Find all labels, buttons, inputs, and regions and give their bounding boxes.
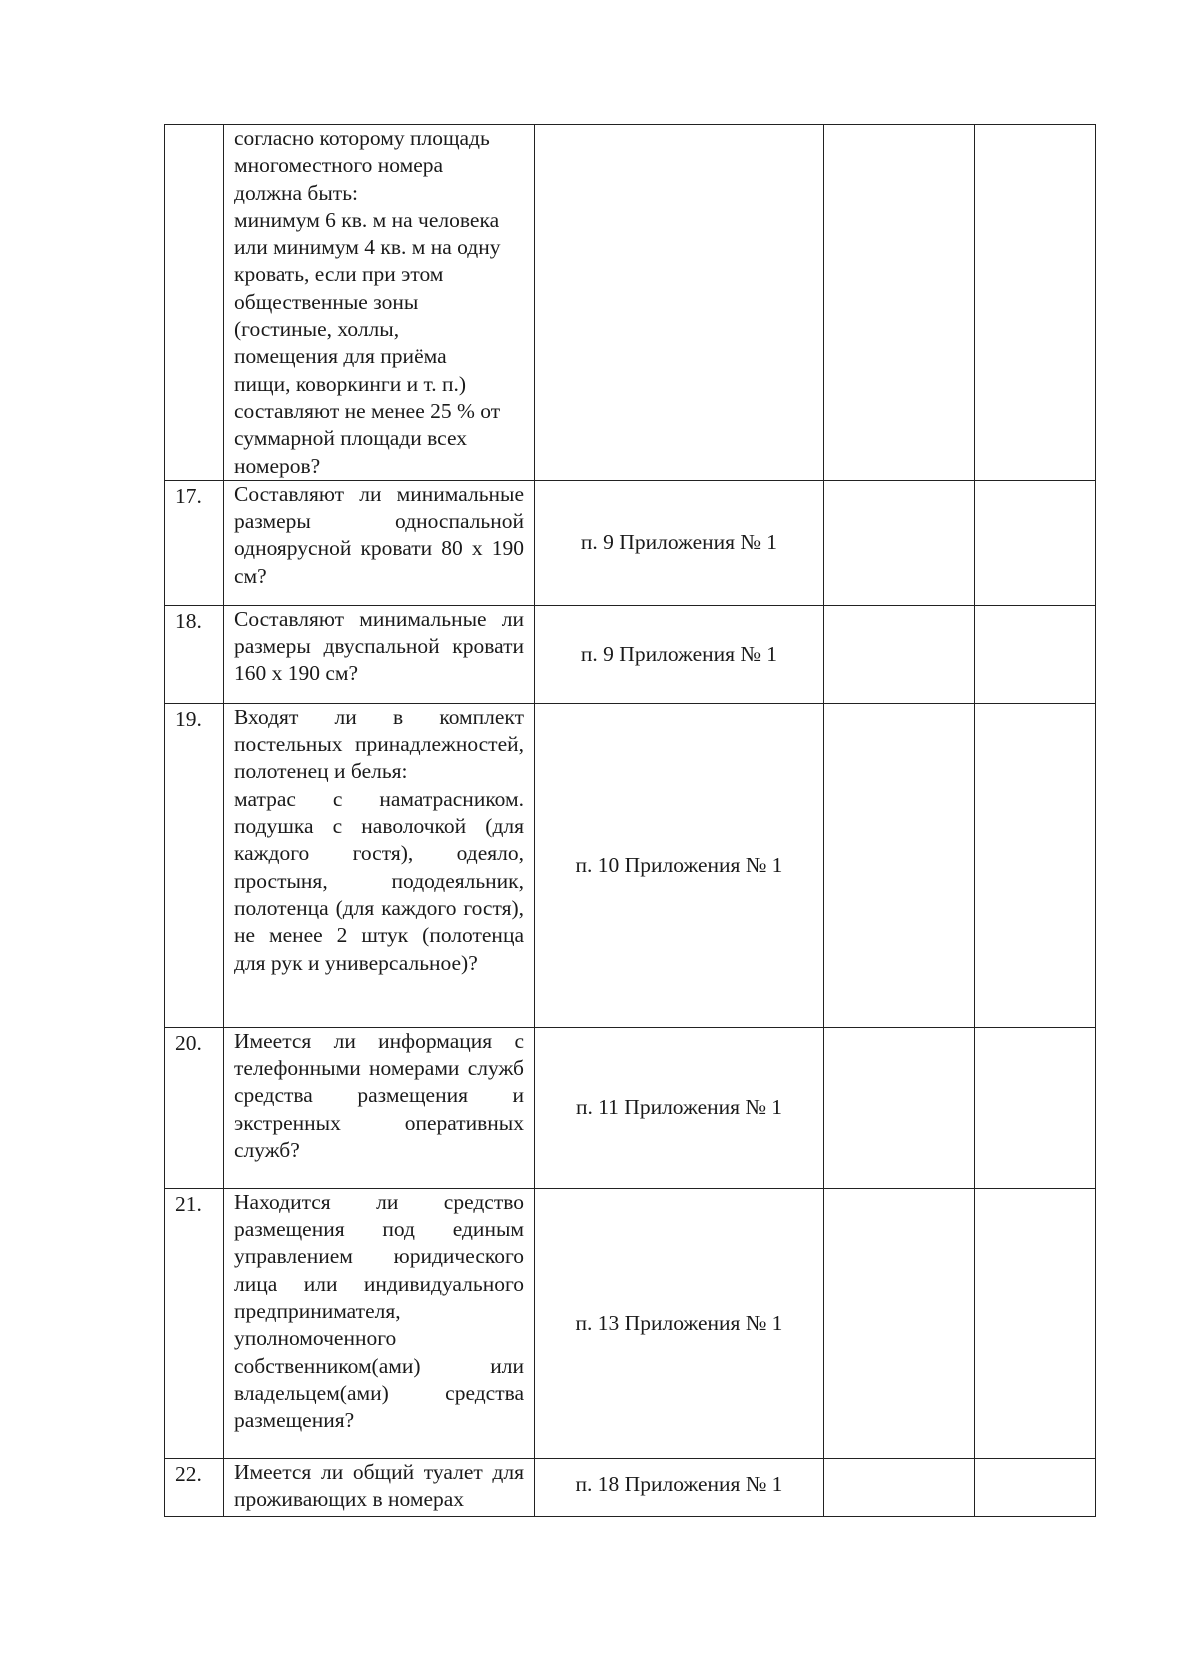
row-number: 21. — [165, 1188, 224, 1458]
row-number: 22. — [165, 1458, 224, 1516]
empty-cell — [824, 1027, 975, 1188]
checklist-table — [164, 124, 1096, 1517]
table-row — [165, 1458, 1096, 1516]
reference-cell: п. 18 Приложения № 1 — [535, 1458, 824, 1516]
row-number: 18. — [165, 605, 224, 703]
row-number: 20. — [165, 1027, 224, 1188]
row-number: 17. — [165, 480, 224, 605]
question-text: Входят ли в комплект постельных принадлежностей, полотенец и белья: матрас с наматрасником. подушка с наволочкой (для каждого гостя), одеяло, простыня, пододеяльник, полотенца (для каждого гостя), не менее 2 штук (полотенца для рук и универсальное)? — [234, 704, 524, 975]
table-row — [165, 480, 1096, 605]
empty-cell — [824, 605, 975, 703]
question-text: Составляют ли минимальные размеры односпальной одноярусной кровати 80 х 190 см? — [234, 481, 524, 588]
table-row — [165, 703, 1096, 1027]
empty-cell — [824, 703, 975, 1027]
reference-cell: п. 13 Приложения № 1 — [535, 1188, 824, 1458]
table-row — [165, 605, 1096, 703]
question-text: согласно которому площадь многоместного номера должна быть: минимум 6 кв. м на человека или минимум 4 кв. м на одну кровать, если при этом общественные зоны (гостиные, холлы, помещения для приёма пищи, коворкинги и т. п.) составляют не менее 25 % от суммарной площади всех номеров? — [234, 126, 501, 478]
reference-cell: п. 9 Приложения № 1 — [535, 480, 824, 605]
empty-cell — [975, 703, 1096, 1027]
empty-cell — [975, 125, 1096, 481]
empty-cell — [824, 125, 975, 481]
empty-cell — [975, 1188, 1096, 1458]
empty-cell — [975, 1027, 1096, 1188]
table-row — [165, 1027, 1096, 1188]
reference-cell: п. 9 Приложения № 1 — [535, 605, 824, 703]
question-text: Имеется ли информация с телефонными номерами служб средства размещения и экстренных оперативных служб? — [234, 1028, 524, 1163]
question-text: Находится ли средство размещения под единым управлением юридического лица или индивидуального предпринимателя, уполномоченного собственником(ами) или владельцем(ами) средства размещения? — [234, 1189, 524, 1433]
question-text: Составляют минимальные ли размеры двуспальной кровати 160 х 190 см? — [234, 606, 524, 686]
empty-cell — [975, 480, 1096, 605]
empty-cell — [975, 1458, 1096, 1516]
reference-cell: п. 10 Приложения № 1 — [535, 703, 824, 1027]
empty-cell — [824, 1458, 975, 1516]
row-number: 19. — [165, 703, 224, 1027]
table-row — [165, 1188, 1096, 1458]
question-text: Имеется ли общий туалет для проживающих в номерах — [234, 1459, 524, 1512]
row-number — [165, 125, 224, 481]
table-row — [165, 125, 1096, 481]
reference-cell — [535, 125, 824, 481]
empty-cell — [824, 1188, 975, 1458]
reference-cell: п. 11 Приложения № 1 — [535, 1027, 824, 1188]
empty-cell — [824, 480, 975, 605]
empty-cell — [975, 605, 1096, 703]
